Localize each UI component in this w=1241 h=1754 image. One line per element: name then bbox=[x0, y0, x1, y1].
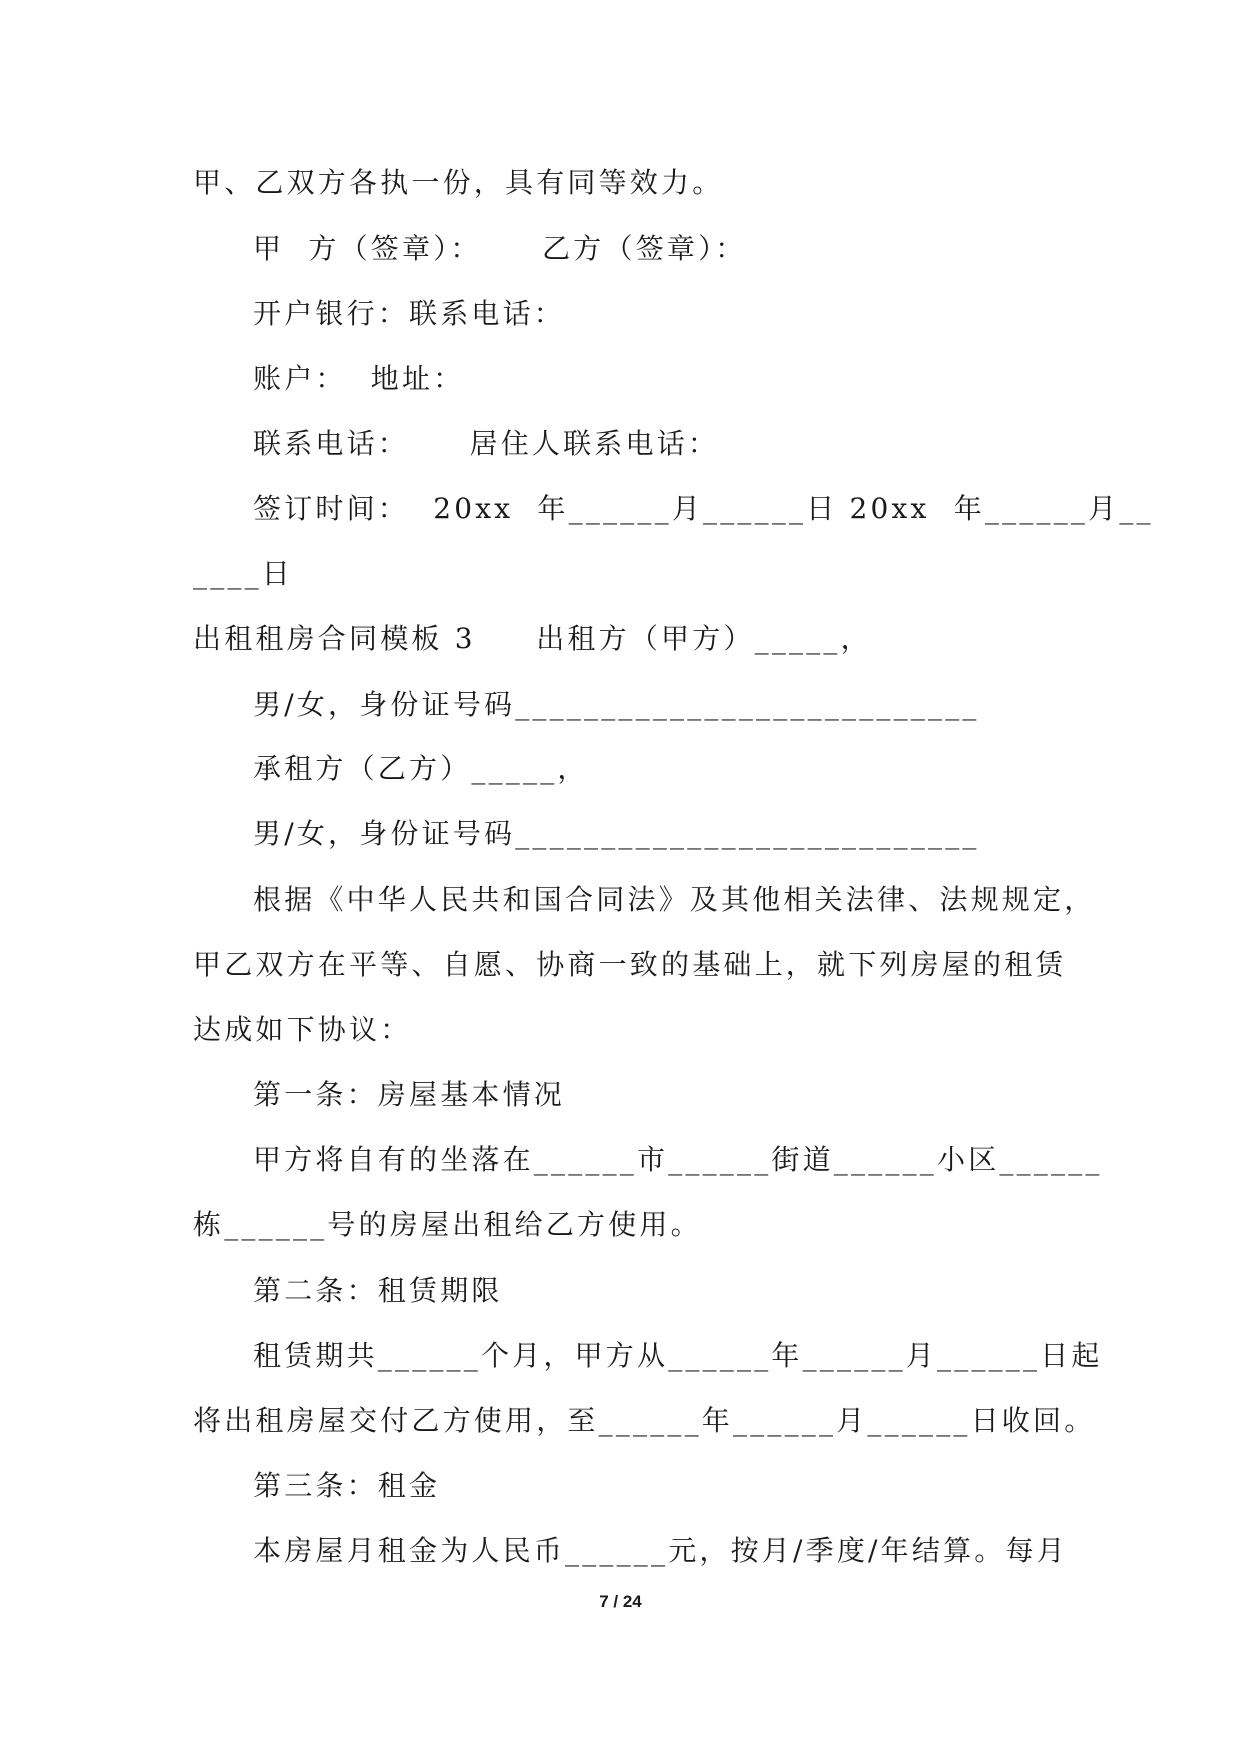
text-line: 甲乙双方在平等、自愿、协商一致的基础上，就下列房屋的租赁 bbox=[193, 948, 1067, 981]
text-line: 甲、乙双方各执一份，具有同等效力。 bbox=[193, 166, 724, 199]
text-line: 联系电话： 居住人联系电话： bbox=[253, 427, 720, 460]
clause-heading: 第三条：租金 bbox=[253, 1469, 441, 1502]
text-line: 根据《中华人民共和国合同法》及其他相关法律、法规规定， bbox=[253, 883, 1096, 916]
text-line: 男/女，身份证号码___________________________ bbox=[253, 817, 980, 850]
page-number: 7 / 24 bbox=[599, 1592, 642, 1611]
text-line: 达成如下协议： bbox=[193, 1013, 412, 1046]
text-line: 甲方将自有的坐落在______市______街道______小区______ bbox=[253, 1143, 1103, 1176]
text-line: 签订时间： 20xx 年______月______日 20xx 年______月__ bbox=[253, 492, 1154, 525]
clause-heading: 第一条：房屋基本情况 bbox=[253, 1078, 566, 1111]
text-line: 开户银行：联系电话： bbox=[253, 297, 566, 330]
text-line: 将出租房屋交付乙方使用，至______年______月______日收回。 bbox=[193, 1404, 1096, 1437]
text-line: 本房屋月租金为人民币______元，按月/季度/年结算。每月 bbox=[253, 1534, 1068, 1567]
text-line: 栋______号的房屋出租给乙方使用。 bbox=[193, 1208, 702, 1241]
text-line: 甲 方（签章）： 乙方（签章）： bbox=[253, 232, 747, 265]
text-line: 男/女，身份证号码___________________________ bbox=[253, 688, 980, 721]
section-heading: 出租租房合同模板 3 出租方（甲方）_____， bbox=[193, 622, 872, 655]
text-line: 承租方（乙方）_____， bbox=[253, 752, 589, 785]
text-line: 租赁期共______个月，甲方从______年______月______日起 bbox=[253, 1339, 1103, 1372]
text-line: ____日 bbox=[193, 557, 294, 590]
text-line: 账户： 地址： bbox=[253, 362, 465, 395]
clause-heading: 第二条：租赁期限 bbox=[253, 1274, 503, 1307]
